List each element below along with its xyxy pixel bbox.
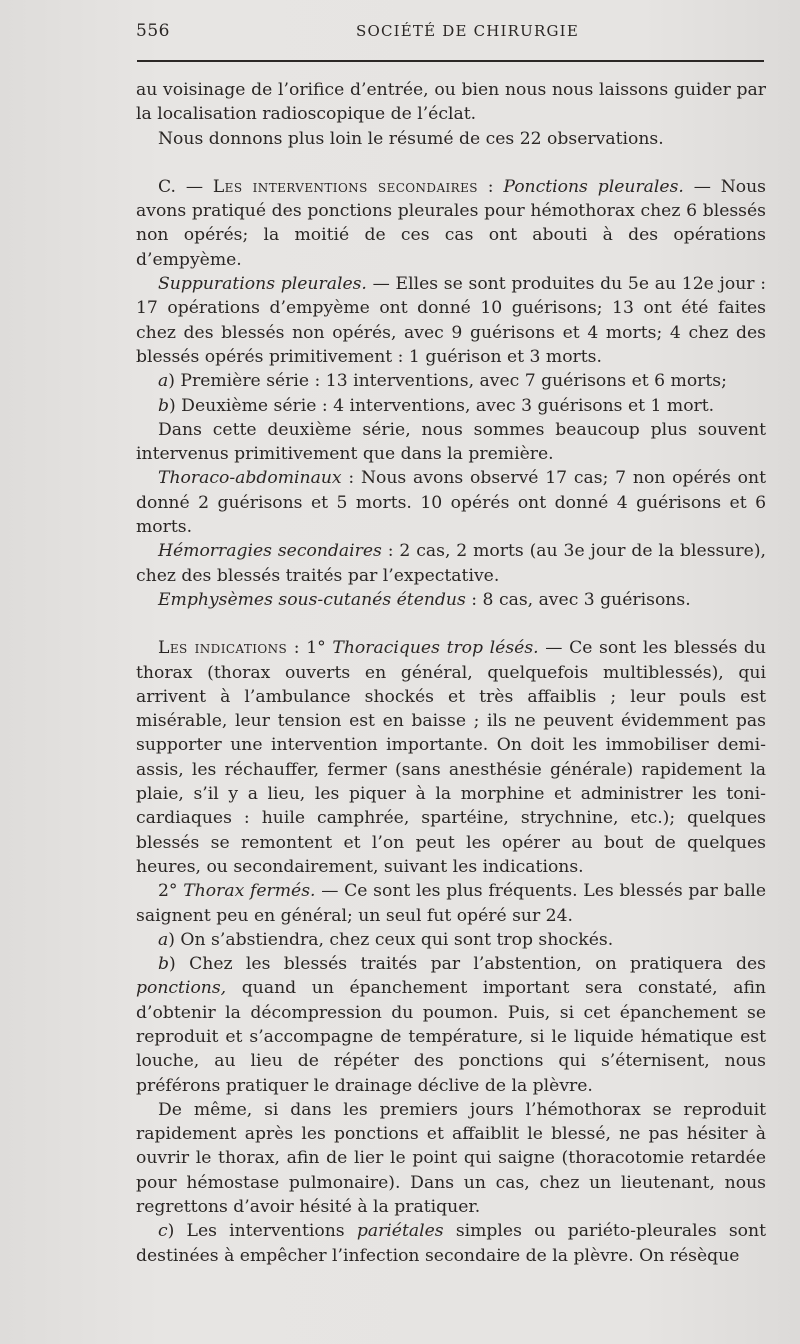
text-run: 2° [158,881,184,902]
running-title: SOCIÉTÉ DE CHIRURGIE [356,22,579,40]
italic-run: Ponctions pleurales. [503,176,684,197]
paragraph [136,1219,766,1268]
text-run: ) Les interventions [167,1221,357,1242]
paragraph [136,1098,766,1219]
text-run: : 1° [287,638,333,659]
text-run: ) On s’abstiendra, chez ceux qui sont trop shockés. [168,929,614,950]
small-caps-run: Les interventions secondaires [212,176,478,197]
paragraph [136,272,766,369]
paragraph [136,636,766,879]
text-run: De même, si dans les premiers jours l’hémothorax se reproduit rapidement après les ponctions et affaiblit le blessé, ne pas hésiter à ouvrir le thorax, afin de lier le point qui saigne (thoracotomie retardée pour hémostase pulmonaire). Dans un cas, chez un lieutenant, nous regrettons d’avoir hésité à la pratiquer. [136,1099,766,1218]
paragraph [136,175,766,272]
small-caps-run: Les indications [158,638,288,659]
italic-run: pariétales [356,1221,444,1242]
text-run: — Elles se sont produites du 5e au 12e jour : 17 opérations d’empyème ont donné 10 guérisons; 13 ont été faites chez des blessés non opérés, avec 9 guérisons et 4 morts; 4 chez des blessés opérés primitivement : 1 guérison et 3 morts. [136,274,766,367]
italic-run: a [158,929,169,950]
text-run: : 2 cas, 2 morts (au 3e jour de la blessure), chez des blessés traités par l’expectative. [136,541,766,586]
paragraph [136,928,766,952]
paragraph [136,418,766,467]
text-run: ) Chez les blessés traités par l’abstention, on pratiquera des [169,954,766,975]
text-run: ) Première série : 13 interventions, avec 7 guérisons et 6 morts; [168,371,727,392]
italic-run: Thorax fermés. [183,881,316,902]
text-run: quand un épanchement important sera constaté, afin d’obtenir la décompression du poumon. Puis, si cet épanchement se reproduit et s’accompagne de température, si le liquide hématique est louche, au lieu de répéter des ponctions qui s’éternisent, nous préférons pratiquer le drainage déclive de la plèvre. [136,978,766,1096]
body-text [136,78,766,1268]
text-run: Nous donnons plus loin le résumé de ces 22 observations. [158,128,664,149]
paragraph [136,588,766,612]
text-run: ) Deuxième série : 4 interventions, avec 3 guérisons et 1 mort. [169,395,715,416]
paragraph [136,78,766,127]
paragraph [136,394,766,418]
paragraph [136,127,766,151]
page-number: 556 [136,21,170,41]
text-run: — Ce sont les blessés du thorax (thorax ouverts en général, quelquefois multiblessés), qui arrivent à l’ambulance shockés et très affaiblis ; leur pouls est misérable, leur tension est en baisse ; ils ne peuvent évidemment pas supporter une intervention importante. On doit les immobiliser demi-assis, les réchauffer, fermer (sans anesthésie générale) rapidement la plaie, s’il y a lieu, les piquer à la morphine et administrer les toni-cardiaques : huile camphrée, spartéine, strychnine, etc.); quelques blessés se remontent et l’on peut les opérer au bout de quelques heures, ou secondairement, suivant les indications. [136,638,766,877]
paragraph [136,466,766,539]
italic-run: Emphysèmes sous-cutanés étendus [158,589,466,610]
page-header [136,14,764,48]
italic-run: a [158,371,169,392]
text-run: — Nous avons pratiqué des ponctions pleurales pour hémothorax chez 6 blessés non opérés; la moitié de ces cas ont abouti à des opérations d’empyème. [136,176,766,270]
text-run: — Ce sont les plus fréquents. Les blessés par balle saignent peu en général; un seul fut opéré sur 24. [136,881,766,926]
text-run: au voisinage de l’orifice d’entrée, ou bien nous nous laissons guider par la localisation radioscopique de l’éclat. [136,80,766,125]
header-rule [137,60,764,62]
text-run: simples ou pariéto-pleurales sont destinées à empêcher l’infection secondaire de la plèvre. On résèque [136,1221,766,1266]
text-run: : [477,176,504,197]
paragraph [136,879,766,928]
italic-run: ponctions, [136,978,227,999]
italic-run: Suppurations pleurales. [158,274,367,295]
text-run: : 8 cas, avec 3 guérisons. [465,589,691,610]
paragraph [136,369,766,393]
paragraph [136,952,766,1098]
italic-run: c [158,1221,168,1242]
text-run: : Nous avons observé 17 cas; 7 non opérés ont donné 2 guérisons et 5 morts. 10 opérés ont donné 4 guérisons et 6 morts. [136,468,766,538]
text-run: Dans cette deuxième série, nous sommes beaucoup plus souvent intervenus primitivement que dans la première. [136,419,766,465]
italic-run: Hémorragies secondaires [158,541,382,562]
italic-run: Thoraco-abdominaux [158,468,342,489]
paragraph [136,539,766,588]
italic-run: b [158,395,170,416]
italic-run: Thoraciques trop lésés. [332,638,539,659]
text-run: C. — [158,176,213,197]
italic-run: b [158,954,170,975]
